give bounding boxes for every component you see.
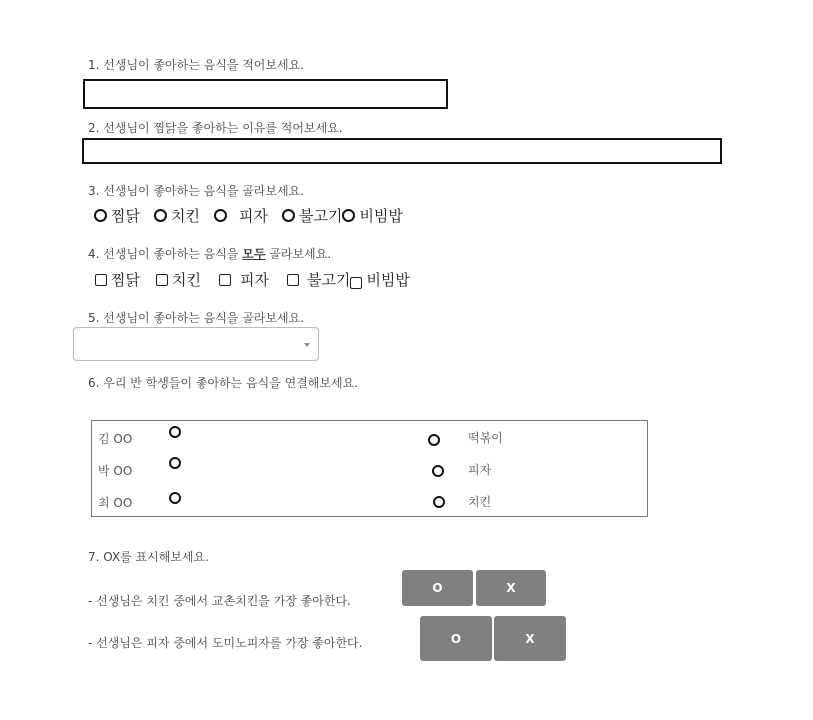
question-4-options — [95, 269, 410, 290]
student-name: 최 OO — [98, 496, 133, 510]
right-connector-dot[interactable] — [433, 496, 445, 508]
x-button[interactable]: X — [476, 570, 546, 606]
food-name: 치킨 — [468, 495, 492, 509]
checkbox-icon — [95, 274, 107, 286]
left-connector-dot[interactable] — [169, 492, 181, 504]
checkbox-icon — [350, 277, 362, 289]
right-connector-dot[interactable] — [432, 465, 444, 477]
question-5-label: 5. 선생님이 좋아하는 음식을 골라보세요. — [88, 311, 304, 325]
radio-circle-icon — [214, 209, 227, 222]
emphasis-all: 모두 — [242, 247, 266, 261]
question-1-label: 1. 선생님이 좋아하는 음식을 적어보세요. — [88, 58, 304, 72]
checkbox-option-1[interactable]: 찜닭 — [95, 269, 140, 290]
checkbox-option-2[interactable]: 치킨 — [156, 269, 201, 290]
question-2-input[interactable] — [82, 138, 722, 164]
radio-circle-icon — [94, 209, 107, 222]
question-3-options — [94, 205, 403, 226]
x-button[interactable]: X — [494, 616, 566, 661]
o-button[interactable]: O — [402, 570, 473, 606]
radio-option-4[interactable]: 불고기 — [282, 205, 342, 226]
student-name: 박 OO — [98, 464, 133, 478]
ox-statement-1: - 선생님은 치킨 중에서 교촌치킨을 가장 좋아한다. — [88, 594, 351, 608]
question-7-label: 7. OX를 표시해보세요. — [88, 550, 209, 564]
checkbox-option-3[interactable]: 피자 — [219, 269, 269, 290]
left-connector-dot[interactable] — [169, 457, 181, 469]
radio-option-3[interactable]: 피자 — [214, 205, 268, 226]
checkbox-icon — [287, 274, 299, 286]
food-name: 피자 — [468, 463, 492, 477]
checkbox-icon — [219, 274, 231, 286]
question-2-label: 2. 선생님이 찜닭을 좋아하는 이유를 적어보세요. — [88, 121, 343, 135]
radio-circle-icon — [282, 209, 295, 222]
question-4-label: 4. 선생님이 좋아하는 음식을 모두 골라보세요. — [88, 247, 332, 261]
question-1-input[interactable] — [83, 79, 448, 109]
right-connector-dot[interactable] — [428, 434, 440, 446]
student-name: 김 OO — [98, 432, 133, 446]
radio-option-2[interactable]: 치킨 — [154, 205, 200, 226]
food-select-dropdown[interactable] — [73, 327, 319, 361]
radio-circle-icon — [342, 209, 355, 222]
question-6-label: 6. 우리 반 학생들이 좋아하는 음식을 연결해보세요. — [88, 376, 358, 390]
left-connector-dot[interactable] — [169, 426, 181, 438]
checkbox-option-4[interactable]: 불고기 — [287, 269, 350, 290]
question-3-label: 3. 선생님이 좋아하는 음식을 골라보세요. — [88, 184, 304, 198]
ox-statement-2: - 선생님은 피자 중에서 도미노피자를 가장 좋아한다. — [88, 636, 363, 650]
chevron-down-icon — [304, 343, 310, 347]
o-button[interactable]: O — [420, 616, 492, 661]
matching-box — [91, 420, 648, 517]
radio-option-1[interactable]: 찜닭 — [94, 205, 140, 226]
checkbox-icon — [156, 274, 168, 286]
food-name: 떡볶이 — [468, 431, 503, 445]
radio-circle-icon — [154, 209, 167, 222]
checkbox-option-5[interactable]: 비빔밥 — [350, 269, 409, 290]
radio-option-5[interactable]: 비빔밥 — [342, 205, 402, 226]
